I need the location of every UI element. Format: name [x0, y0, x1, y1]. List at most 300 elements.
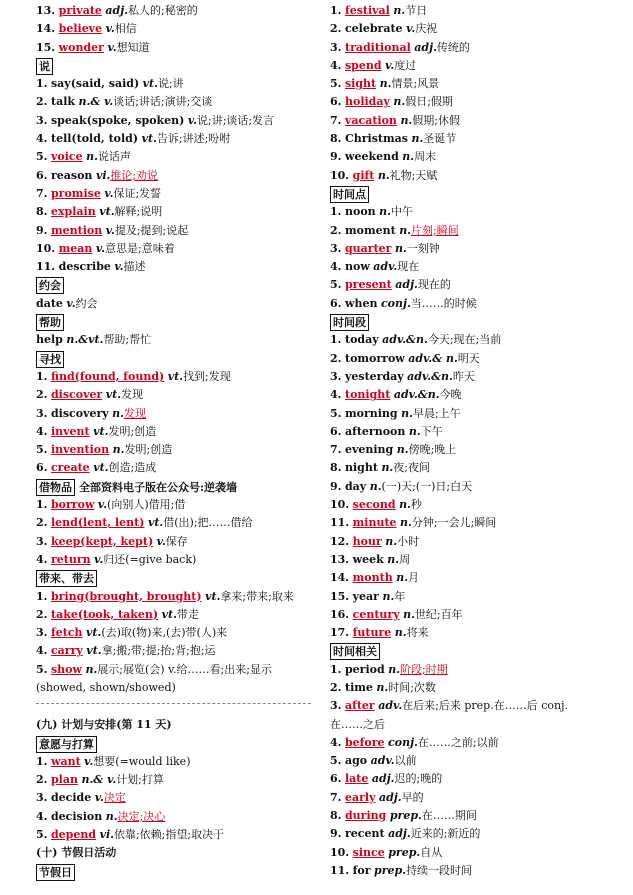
entry-meaning: 展示;展览(会) v.给……看;出来;显示: [97, 662, 272, 676]
entry-part-of-speech: v.: [187, 113, 197, 127]
vocab-entry: [36, 661, 311, 679]
vocab-entry: [330, 112, 610, 130]
entry-part-of-speech: n.: [396, 443, 409, 457]
entry-meaning: 节日: [405, 4, 428, 17]
entry-meaning: 今晚: [439, 388, 462, 402]
entry-word: night: [344, 461, 378, 475]
entry-number: 14.: [36, 22, 56, 36]
entry-part-of-speech: n.: [387, 552, 400, 566]
entry-meaning: 计划;打算: [116, 773, 164, 787]
entry-word: speak(spoke, spoken): [50, 113, 185, 127]
entry-meaning: 迟的;晚的: [394, 772, 443, 786]
entry-part-of-speech: n.: [401, 406, 413, 420]
vocab-entry: [36, 423, 311, 441]
entry-meaning: 保存: [165, 534, 188, 548]
entry-word: week: [352, 552, 384, 566]
entry-number: 5.: [330, 77, 342, 91]
entry-number: 5.: [330, 278, 342, 292]
vocab-entry: [36, 93, 311, 111]
entry-word: lend(lent, lent): [50, 516, 145, 530]
entry-meaning: 带走: [176, 607, 199, 621]
entry-word: time: [344, 680, 373, 694]
entry-number: 4.: [36, 424, 48, 438]
vocab-entry: [330, 39, 610, 57]
entry-number: 2.: [330, 22, 342, 36]
entry-part-of-speech: prep.: [374, 863, 407, 877]
entry-word: quarter: [344, 241, 392, 255]
vocab-entry: [330, 588, 610, 606]
entry-meaning: 在后来;后来 prep.在……后 conj.: [402, 699, 568, 713]
entry-number: 8.: [330, 461, 342, 475]
entry-word: believe: [58, 22, 103, 36]
entry-number: 8.: [330, 132, 342, 146]
entry-word: holiday: [344, 95, 390, 109]
entry-number: 5.: [36, 443, 48, 457]
vocab-entry: [330, 350, 610, 368]
entry-meaning: 圣诞节: [423, 132, 457, 146]
entry-number: 4.: [330, 58, 342, 72]
entry-part-of-speech: adj.: [414, 40, 437, 54]
vocab-entry: [36, 2, 311, 20]
entry-meaning: 小时: [397, 534, 420, 548]
vocab-entry: [330, 368, 610, 386]
section-header-label: 带来、带去: [36, 570, 97, 587]
entry-number: 5.: [36, 828, 48, 842]
entry-part-of-speech: v.: [105, 223, 115, 237]
entry-meaning: 决定: [103, 791, 126, 805]
entry-word: decision: [50, 809, 103, 823]
entry-meaning: 秒: [410, 498, 422, 512]
entry-number: 7.: [330, 790, 342, 804]
entry-meaning: 自从: [420, 845, 443, 859]
entry-meaning: 帮助;帮忙: [103, 333, 152, 347]
entry-meaning: 以前: [394, 754, 417, 768]
entry-meaning: 约会: [75, 296, 98, 310]
entry-part-of-speech: n.: [369, 479, 382, 493]
section-header: [330, 642, 610, 660]
entry-meaning: 庆祝: [415, 22, 438, 36]
entry-word: carry: [50, 644, 83, 658]
entry-part-of-speech: v.: [156, 534, 166, 548]
entry-number: 6.: [330, 424, 342, 438]
entry-number: 3.: [330, 369, 342, 383]
entry-word: today: [344, 333, 379, 347]
entry-word: wonder: [58, 40, 104, 54]
section-header-label: 借物品: [36, 479, 75, 496]
entry-word: voice: [50, 150, 83, 164]
entry-word: ago: [344, 754, 368, 768]
entry-meaning: 现在: [397, 260, 420, 274]
entry-number: 1.: [330, 662, 342, 676]
entry-part-of-speech: n.: [400, 516, 412, 530]
entry-meaning: 拿来;带来;取来: [220, 589, 294, 603]
entry-number: 7.: [330, 443, 342, 457]
vocab-entry: [330, 569, 610, 587]
entry-meaning: 现在的: [417, 278, 451, 292]
vocab-entry: [330, 734, 610, 752]
vocab-entry: [330, 331, 610, 349]
entry-meaning: 假日;假期: [405, 95, 453, 109]
entry-word: keep(kept, kept): [50, 534, 154, 548]
entry-word: traditional: [344, 40, 411, 54]
section-header-label: 约会: [36, 277, 64, 294]
entry-number: 3.: [36, 406, 48, 420]
entry-word: tell(told, told): [50, 132, 139, 146]
entry-part-of-speech: adj.: [371, 772, 395, 786]
entry-meaning: 告诉;讲述;吩咐: [156, 132, 231, 146]
vocab-entry: [330, 130, 610, 148]
vocab-entry: [36, 203, 311, 221]
entry-meaning: 创造;造成: [108, 461, 157, 475]
entry-number: 2.: [36, 607, 48, 621]
entry-meaning: 下午: [420, 424, 443, 438]
entry-part-of-speech: v.: [95, 241, 106, 255]
vocab-entry: [330, 752, 610, 770]
entry-word: afternoon: [344, 424, 406, 438]
vocab-entry: [36, 112, 311, 130]
entry-number: 1.: [330, 205, 342, 219]
vocab-entry: [330, 697, 610, 715]
entry-meaning: 传统的: [436, 40, 470, 54]
entry-part-of-speech: n.: [381, 461, 394, 475]
section-header: [36, 569, 311, 587]
entry-meaning: 想知道: [116, 40, 150, 54]
entry-number: 10.: [330, 845, 350, 859]
entry-number: 2.: [36, 95, 48, 109]
entry-number: 7.: [330, 113, 342, 127]
entry-word: noon: [344, 205, 376, 219]
entry-meaning: 发现: [124, 406, 146, 420]
entry-part-of-speech: n.: [385, 534, 398, 548]
entry-part-of-speech: v.: [94, 791, 104, 805]
entry-part-of-speech: v.: [97, 498, 108, 512]
entry-number: 5.: [36, 662, 48, 676]
entry-number: 3.: [330, 40, 342, 54]
entry-part-of-speech: v.: [84, 754, 94, 768]
entry-number: 3.: [330, 241, 342, 255]
entry-number: 8.: [330, 809, 342, 823]
entry-word: after: [344, 699, 375, 713]
entry-part-of-speech: n.& v.: [81, 773, 117, 787]
entry-word: decide: [50, 791, 92, 805]
entry-meaning: 早的: [401, 790, 424, 804]
entry-part-of-speech: v.: [107, 40, 117, 54]
entry-meaning: 想要(=would like): [93, 754, 191, 768]
entry-word: month: [352, 571, 393, 585]
entry-word: promise: [50, 186, 101, 200]
entry-word: early: [344, 790, 376, 804]
vocab-entry: [330, 20, 610, 38]
entry-number: 10.: [330, 498, 350, 512]
entry-word: now: [344, 260, 370, 274]
entry-part-of-speech: adv.&n.: [382, 333, 428, 347]
vocab-entry: [36, 496, 311, 514]
section-header: [36, 863, 311, 881]
vocab-entry: [330, 459, 610, 477]
entry-part-of-speech: vt.: [142, 77, 158, 91]
entry-part-of-speech: vt.: [93, 461, 109, 475]
section-header: [36, 57, 311, 75]
chapter-title: (九) 计划与安排(第 11 天): [36, 718, 172, 732]
entry-word: present: [344, 278, 392, 292]
entry-part-of-speech: n.: [400, 113, 413, 127]
entry-number: 2.: [36, 516, 48, 530]
entry-part-of-speech: prep.: [389, 809, 422, 823]
entry-number: 4.: [330, 388, 342, 402]
vocab-entry: [36, 808, 311, 826]
vocab-entry: [36, 533, 311, 551]
entry-number: 13.: [36, 4, 56, 17]
vocab-entry: [36, 405, 311, 423]
entry-meaning: 今天;现在;当前: [427, 333, 502, 347]
entry-number: 2.: [330, 351, 342, 365]
entry-meaning: 夜;夜间: [393, 461, 430, 475]
vocab-entry: [330, 240, 610, 258]
section-header-note: 全部资料电子版在公众号:逆袭墙: [79, 480, 238, 494]
vocab-entry: [330, 862, 610, 880]
vocab-entry: [330, 533, 610, 551]
entry-word: say(said, said): [50, 77, 140, 91]
vocab-entry: [330, 386, 610, 404]
entry-meaning: 相信: [114, 22, 137, 36]
entry-meaning: 说;讲;谈话;发言: [197, 113, 275, 127]
entry-part-of-speech: vt.: [141, 132, 157, 146]
section-header: [330, 185, 610, 203]
vocab-entry: [36, 130, 311, 148]
entry-part-of-speech: vt.: [147, 516, 164, 530]
vocab-entry: [330, 295, 610, 313]
section-header: [330, 313, 610, 331]
entry-part-of-speech: v.: [406, 22, 416, 36]
entry-word: show: [50, 662, 82, 676]
entry-number: 11.: [330, 516, 350, 530]
entry-word: return: [50, 552, 91, 566]
vocab-entry: [36, 624, 311, 642]
entry-meaning: 说;讲: [157, 77, 184, 91]
entry-part-of-speech: vt.: [205, 589, 221, 603]
entry-number: 5.: [330, 406, 342, 420]
entry-part-of-speech: vi.: [99, 828, 114, 842]
entry-word: before: [344, 735, 385, 749]
entry-word: borrow: [50, 498, 95, 512]
entry-part-of-speech: vt.: [105, 388, 122, 402]
entry-number: 14.: [330, 571, 350, 585]
entry-part-of-speech: vt.: [167, 369, 184, 383]
entry-meaning: 推论;劝说: [110, 168, 159, 182]
entry-meaning: 一刻钟: [406, 241, 440, 255]
entry-part-of-speech: n.: [403, 607, 415, 621]
vocab-entry: [36, 185, 311, 203]
section-header: [36, 478, 311, 496]
entry-meaning: 中午: [390, 205, 413, 219]
entry-part-of-speech: v.: [114, 260, 124, 274]
entry-part-of-speech: adj.: [388, 827, 411, 841]
entry-word: since: [352, 845, 385, 859]
entry-meaning: 时间;次数: [388, 680, 436, 694]
entry-part-of-speech: n.: [377, 168, 390, 182]
entry-part-of-speech: n.: [85, 662, 98, 676]
entry-meaning: 情景;风景: [391, 77, 440, 91]
entry-number: 11.: [330, 863, 350, 877]
section-divider: [36, 703, 311, 704]
vocab-entry: [330, 75, 610, 93]
entry-word: when: [344, 296, 378, 310]
entry-number: 9.: [330, 150, 342, 164]
entry-word: morning: [344, 406, 398, 420]
section-header-label: 时间段: [330, 314, 369, 331]
entry-word: describe: [58, 260, 111, 274]
vocab-entry: [330, 606, 610, 624]
entry-meaning: 在……期间: [421, 809, 477, 823]
entry-word: want: [50, 754, 81, 768]
vocab-entry: [330, 2, 610, 20]
entry-number: 13.: [330, 552, 350, 566]
entry-word: second: [352, 498, 396, 512]
vocab-entry: [330, 93, 610, 111]
entry-word: minute: [352, 516, 397, 530]
entry-meaning: 明天: [457, 351, 480, 365]
entry-word: talk: [50, 95, 75, 109]
entry-word: recent: [344, 827, 385, 841]
right-column: [330, 2, 610, 880]
entry-word: vacation: [344, 113, 397, 127]
entry-part-of-speech: vt.: [99, 205, 115, 219]
entry-number: 9.: [330, 827, 342, 841]
vocab-entry: [36, 148, 311, 166]
entry-number: 15.: [36, 40, 56, 54]
entry-meaning: 近来的;新近的: [410, 827, 481, 841]
entry-word: tonight: [344, 388, 391, 402]
entry-meaning: 将来: [406, 626, 429, 640]
entry-part-of-speech: conj.: [380, 296, 411, 310]
entry-word: depend: [50, 828, 97, 842]
section-header-label: 时间点: [330, 186, 369, 203]
section-header-label: 帮助: [36, 314, 64, 331]
entry-number: 6.: [330, 95, 342, 109]
vocab-entry: [330, 624, 610, 642]
entry-word: invent: [50, 424, 90, 438]
vocab-entry: [36, 386, 311, 404]
entry-number: 2.: [330, 680, 342, 694]
entry-word: weekend: [344, 150, 399, 164]
vocab-entry: [330, 825, 610, 843]
vocab-entry: [36, 75, 311, 93]
vocab-entry: [330, 844, 610, 862]
entry-meaning: 傍晚;晚上: [408, 443, 457, 457]
vocab-entry: [330, 661, 610, 679]
entry-word: spend: [344, 58, 382, 72]
entry-number: 9.: [330, 479, 342, 493]
entry-number: 3.: [36, 626, 48, 640]
entry-part-of-speech: prep.: [388, 845, 421, 859]
entry-word: plan: [50, 773, 78, 787]
entry-number: 4.: [36, 552, 48, 566]
entry-word: date: [36, 296, 63, 310]
entry-meaning: 借(出);把……借给: [163, 516, 253, 530]
entry-number: 9.: [36, 223, 48, 237]
entry-word: find(found, found): [50, 369, 165, 383]
vocab-entry: [330, 789, 610, 807]
entry-meaning: 发现: [121, 388, 144, 402]
entry-meaning: 早晨;上午: [412, 406, 461, 420]
entry-meaning: 世纪;百年: [414, 607, 463, 621]
continuation-text: 在……之后: [330, 717, 385, 731]
entry-part-of-speech: v.: [66, 296, 76, 310]
entry-part-of-speech: n.: [379, 205, 391, 219]
entry-number: 6.: [36, 168, 48, 182]
entry-part-of-speech: v.: [94, 552, 104, 566]
entry-meaning: 周: [399, 552, 411, 566]
entry-part-of-speech: adv.: [373, 260, 398, 274]
entry-number: 15.: [330, 589, 350, 603]
vocab-entry: [36, 331, 311, 349]
entry-number: 2.: [36, 773, 48, 787]
entry-meaning: 持续一段时间: [406, 863, 473, 877]
entry-meaning: 说话声: [97, 150, 131, 164]
entry-meaning: 假期;休假: [412, 113, 460, 127]
vocab-entry: [330, 807, 610, 825]
entry-number: 10.: [330, 168, 350, 182]
vocab-entry: [36, 368, 311, 386]
vocab-entry: [36, 551, 311, 569]
entry-word: period: [344, 662, 385, 676]
entry-number: 7.: [36, 186, 48, 200]
entry-word: moment: [344, 223, 396, 237]
entry-number: 17.: [330, 626, 350, 640]
entry-word: century: [352, 607, 400, 621]
entry-part-of-speech: n.: [105, 809, 118, 823]
entry-number: 4.: [330, 735, 342, 749]
vocab-entry: [330, 770, 610, 788]
entry-number: 4.: [330, 260, 342, 274]
entry-word: reason: [50, 168, 93, 182]
entry-word: during: [344, 809, 387, 823]
vocab-entry: [36, 753, 311, 771]
vocab-entry: [36, 295, 311, 313]
entry-part-of-speech: v.: [385, 58, 395, 72]
entry-meaning: 昨天: [452, 369, 475, 383]
entry-meaning: 在……之前;以前: [417, 735, 499, 749]
entry-meaning: 找到;发现: [183, 369, 231, 383]
section-header-label: 说: [36, 58, 53, 75]
entry-meaning: (一)天;(一)日;白天: [381, 479, 473, 493]
section-header: [36, 276, 311, 294]
entry-part-of-speech: n.: [408, 424, 421, 438]
entry-number: 6.: [330, 772, 342, 786]
entry-part-of-speech: n.: [379, 77, 392, 91]
entry-word: discovery: [50, 406, 109, 420]
entry-part-of-speech: n.&vt.: [66, 333, 104, 347]
vocab-entry: [36, 771, 311, 789]
entry-part-of-speech: vt.: [93, 424, 109, 438]
entry-part-of-speech: adj.: [395, 278, 418, 292]
entry-meaning: 提及;提到;说起: [114, 223, 189, 237]
vocab-entry: [330, 405, 610, 423]
entry-part-of-speech: adj.: [105, 4, 129, 17]
vocab-entry: [36, 39, 311, 57]
entry-meaning: 决定;决心: [117, 809, 166, 823]
vocab-entry: [330, 478, 610, 496]
entry-part-of-speech: n.: [86, 150, 98, 164]
entry-meaning: 阶段;时期: [400, 662, 448, 676]
entry-word: year: [352, 589, 379, 603]
entry-meaning: 度过: [394, 58, 417, 72]
entry-word: discover: [50, 388, 103, 402]
entry-part-of-speech: v.: [104, 186, 114, 200]
entry-number: 3.: [36, 534, 48, 548]
section-header-label: 寻找: [36, 351, 64, 368]
chapter-title: (十) 节假日活动: [36, 846, 117, 860]
